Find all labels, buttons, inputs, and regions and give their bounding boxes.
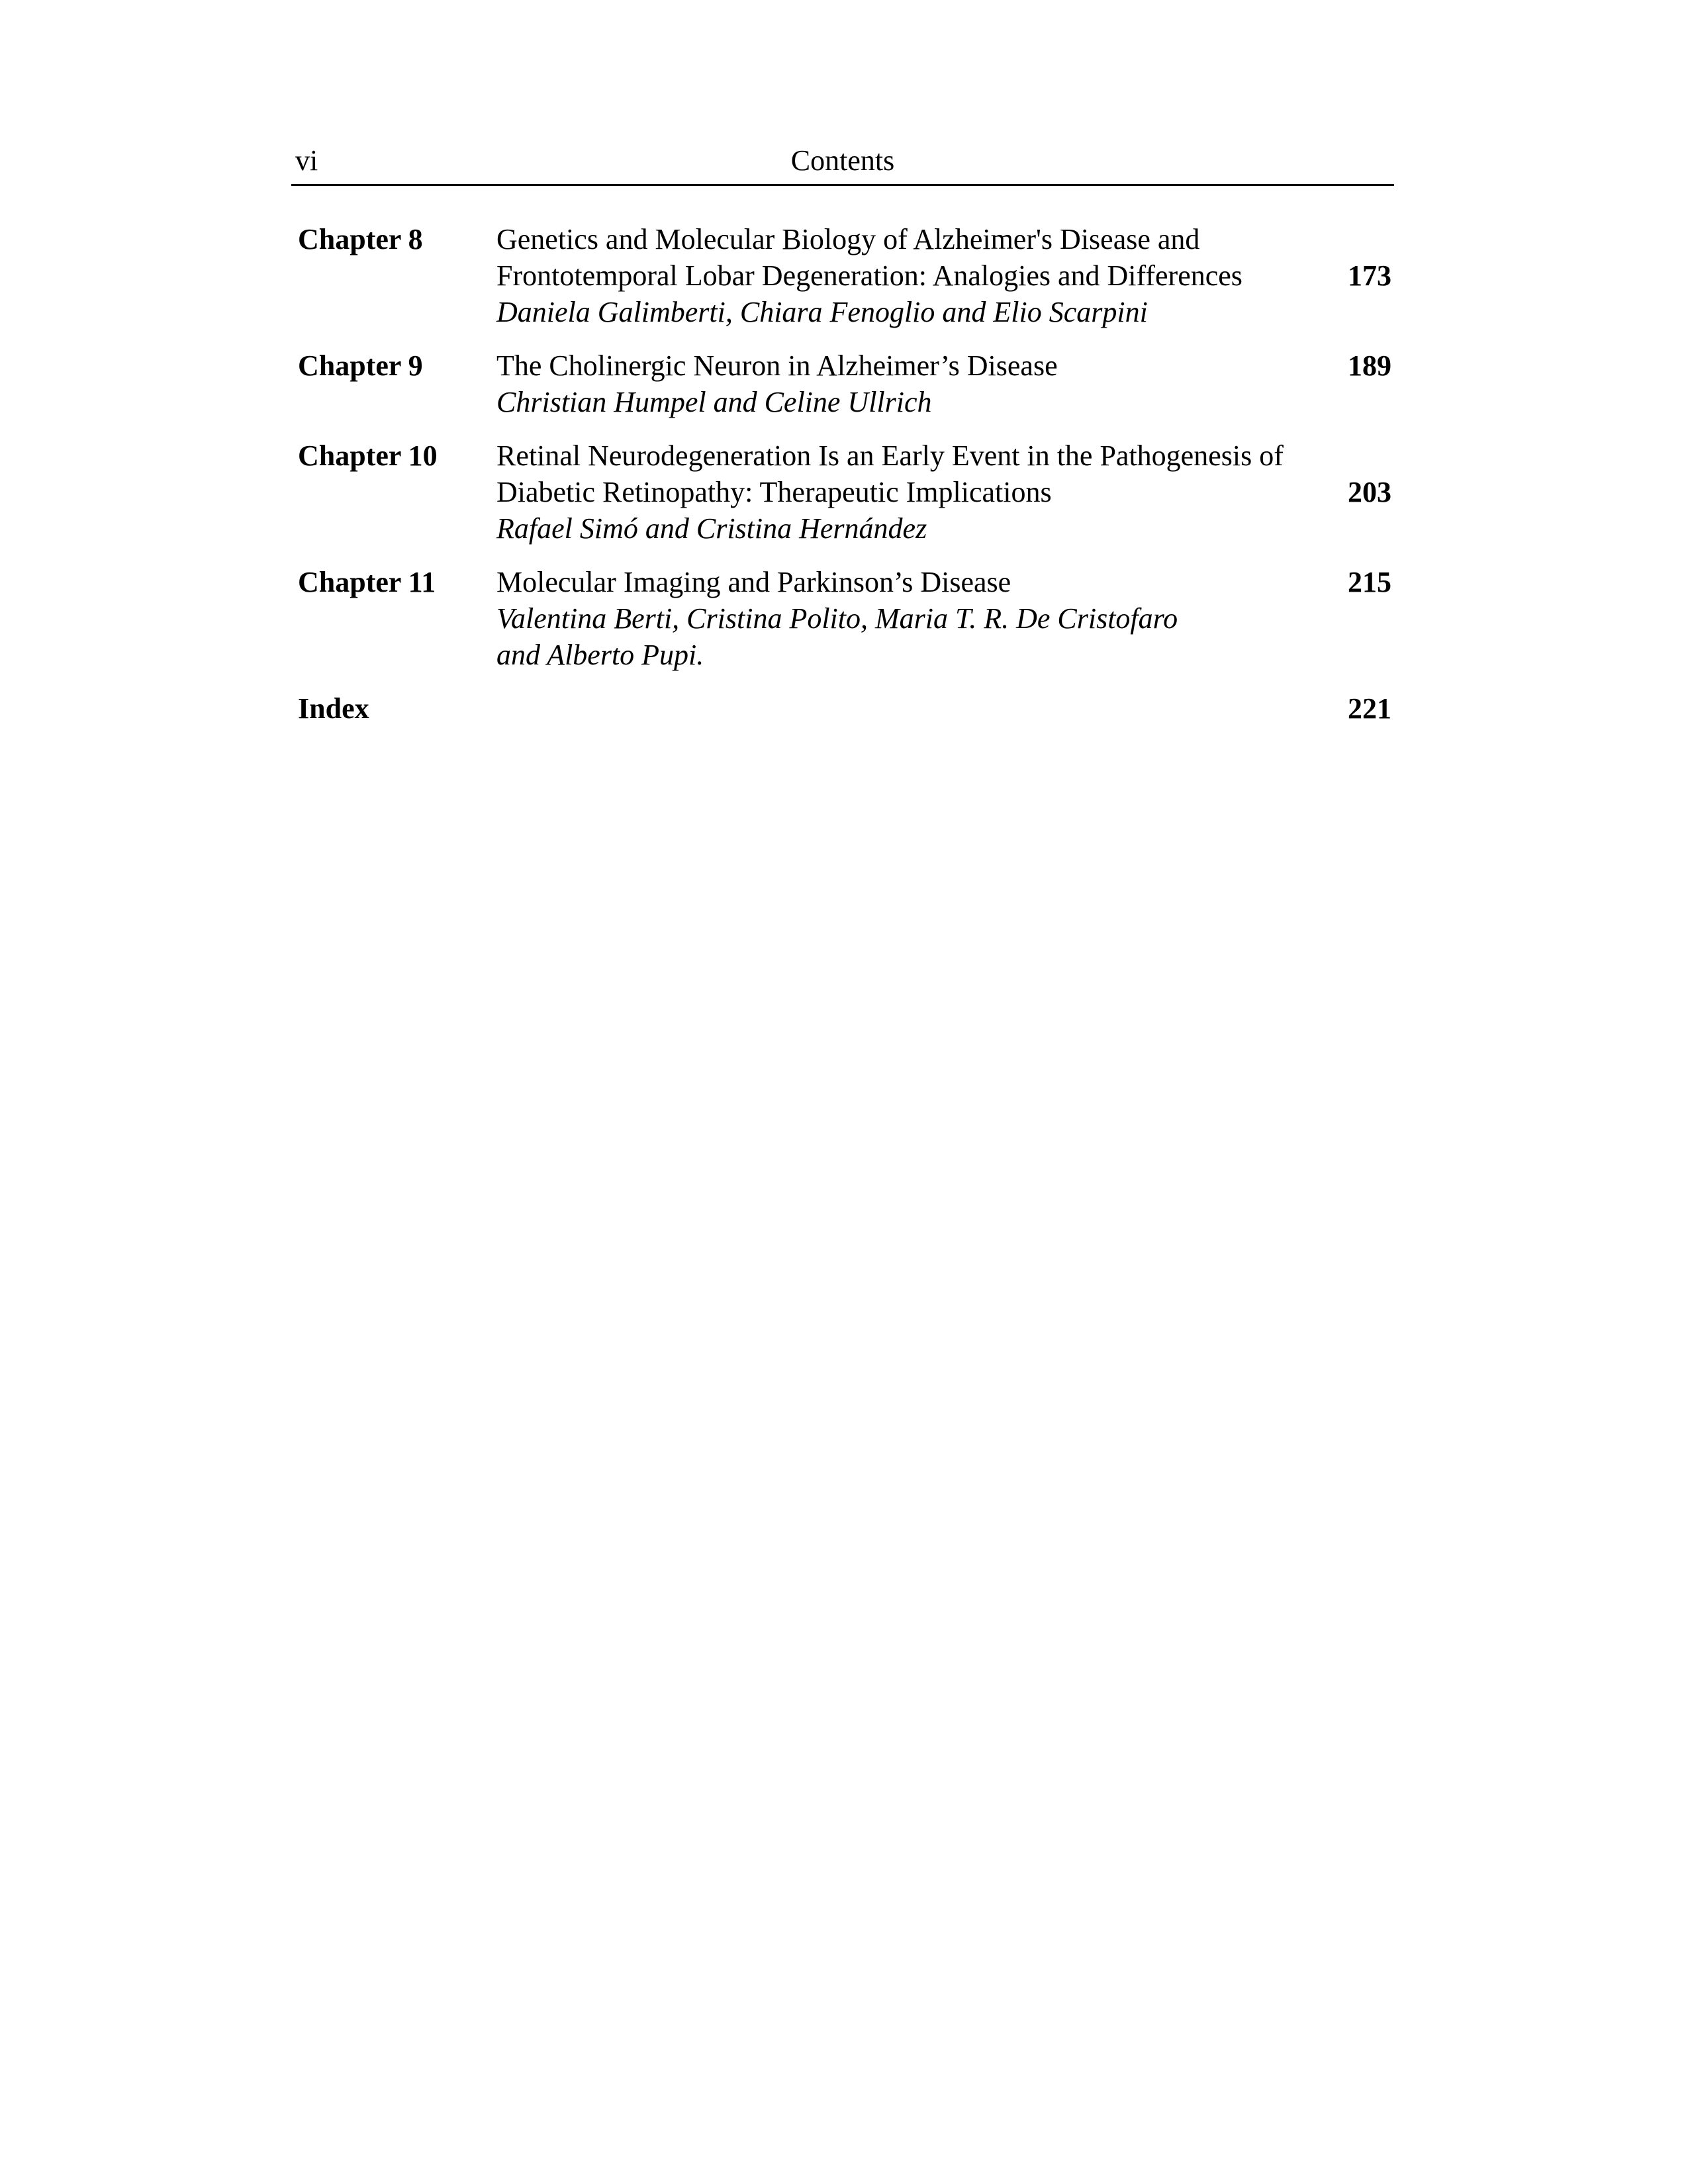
- chapter-title-line: The Cholinergic Neuron in Alzheimer’s Disease: [496, 349, 1058, 382]
- toc-entry-chapter-11: [298, 564, 1394, 673]
- chapter-label: Chapter 11: [298, 566, 436, 598]
- toc-entry-chapter-10: [298, 437, 1394, 547]
- entry-body: [496, 437, 1350, 547]
- page-number: vi: [295, 144, 318, 177]
- chapter-title-line: Diabetic Retinopathy: Therapeutic Implications: [496, 476, 1052, 508]
- chapter-authors: Rafael Simó and Cristina Hernández: [496, 512, 927, 545]
- chapter-authors: Christian Humpel and Celine Ullrich: [496, 386, 932, 418]
- chapter-title-line: Frontotemporal Lobar Degeneration: Analogies and Differences: [496, 259, 1243, 292]
- chapter-label: Chapter 9: [298, 349, 423, 382]
- chapter-authors: Valentina Berti, Cristina Polito, Maria T. R. De Cristofaro: [496, 602, 1178, 635]
- toc-entry-index: [298, 690, 1394, 727]
- chapter-page-number: 173: [1348, 259, 1391, 292]
- chapter-authors: Daniela Galimberti, Chiara Fenoglio and Elio Scarpini: [496, 296, 1148, 328]
- entry-body: [496, 564, 1350, 673]
- toc-entry-chapter-9: [298, 347, 1394, 420]
- chapter-title-line: Molecular Imaging and Parkinson’s Disease: [496, 566, 1011, 598]
- table-of-contents: [298, 221, 1394, 727]
- chapter-label: Chapter 10: [298, 439, 438, 472]
- chapter-title-line: Genetics and Molecular Biology of Alzheimer's Disease and: [496, 223, 1200, 255]
- index-page-number: 221: [1348, 692, 1391, 725]
- chapter-label: Chapter 8: [298, 223, 423, 255]
- running-title: Contents: [790, 144, 895, 177]
- entry-body: [496, 690, 1350, 727]
- chapter-page-number: 215: [1348, 566, 1391, 598]
- toc-entry-chapter-8: [298, 221, 1394, 330]
- chapter-page-number: 189: [1348, 349, 1391, 382]
- chapter-page-number: 203: [1348, 476, 1391, 508]
- entry-body: [496, 347, 1350, 420]
- page-header: [291, 140, 1394, 186]
- index-label: Index: [298, 692, 369, 725]
- chapter-title-line: Retinal Neurodegeneration Is an Early Event in the Pathogenesis of: [496, 439, 1284, 472]
- entry-body: [496, 221, 1350, 330]
- chapter-authors: and Alberto Pupi.: [496, 639, 704, 671]
